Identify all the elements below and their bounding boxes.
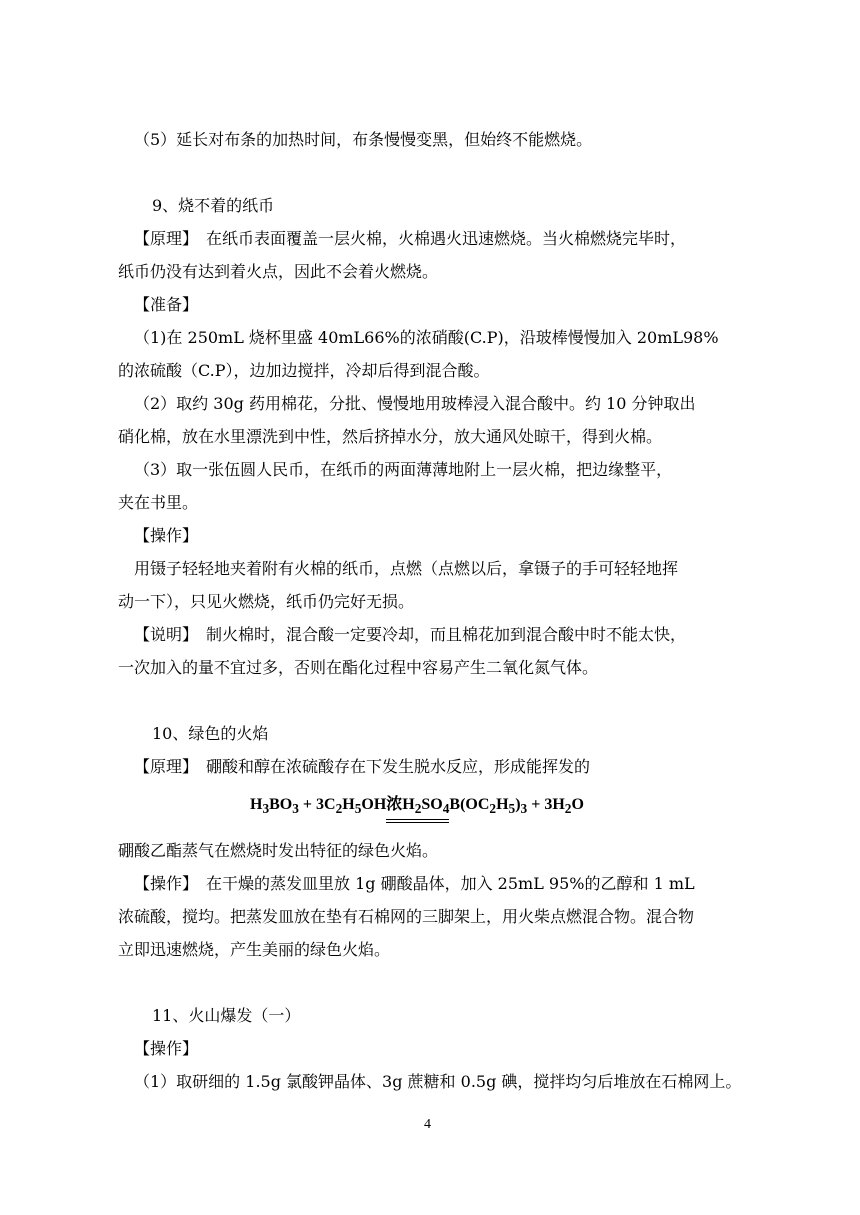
- paragraph-line: 动一下），只见火燃烧，纸币仍完好无损。: [118, 592, 415, 611]
- section-heading: 10、绿色的火焰: [152, 724, 269, 743]
- formula-text: H: [496, 796, 509, 813]
- paragraph-line: 浓硫酸，搅均。把蒸发皿放在垫有石棉网的三脚架上，用火柴点燃混合物。混合物: [118, 907, 695, 926]
- reaction-condition: [386, 791, 449, 817]
- section-heading: 11、火山爆发（一）: [152, 1006, 301, 1025]
- formula-subscript: 2: [564, 801, 572, 817]
- paragraph-line: 硼酸乙酯蒸气在燃烧时发出特征的绿色火焰。: [118, 841, 439, 860]
- formula-subscript: 2: [414, 801, 422, 817]
- formula-subscript: 2: [489, 801, 497, 817]
- formula-subscript: 5: [508, 801, 516, 817]
- formula-text: + 3H: [527, 796, 565, 813]
- page-number: 4: [424, 1117, 431, 1132]
- chemical-equation: [250, 791, 584, 817]
- formula-text: H: [342, 796, 355, 813]
- formula-text: + 3C: [298, 796, 336, 813]
- subheading: 【准备】: [134, 295, 199, 314]
- formula-text: OH: [361, 796, 387, 813]
- formula-subscript: 2: [335, 801, 343, 817]
- subheading: 【操作】: [134, 526, 199, 545]
- formula-text: H: [250, 796, 263, 813]
- paragraph-line: 【原理】 在纸币表面覆盖一层火棉，火棉遇火迅速燃烧。当火棉燃烧完毕时，: [134, 229, 687, 248]
- paragraph-line: 用镊子轻轻地夹着附有火棉的纸币，点燃（点燃以后，拿镊子的手可轻轻地挥: [134, 559, 679, 578]
- formula-subscript: 4: [442, 801, 450, 817]
- formula-text: O: [571, 796, 584, 813]
- formula-subscript: 3: [292, 801, 299, 817]
- formula-text: BO: [269, 796, 293, 813]
- formula-text: SO: [421, 796, 443, 813]
- paragraph-line: 的浓硫酸（C.P），边加边搅拌，冷却后得到混合酸。: [118, 361, 490, 380]
- paragraph-line: 夹在书里。: [118, 493, 199, 512]
- formula-text: ): [515, 796, 521, 813]
- paragraph-line: 硝化棉，放在水里漂洗到中性，然后挤掉水分，放大通风处晾干，得到火棉。: [118, 427, 663, 446]
- paragraph-line: （1）取研细的 1.5g 氯酸钾晶体、3g 蔗糖和 0.5g 碘，搅拌均匀后堆放在石棉网上。: [134, 1072, 742, 1091]
- formula-text: 浓H: [386, 796, 415, 813]
- paragraph-line: 纸币仍没有达到着火点，因此不会着火燃烧。: [118, 262, 439, 281]
- paragraph-line: 【原理】 硼酸和醇在浓硫酸存在下发生脱水反应，形成能挥发的: [134, 757, 591, 776]
- paragraph-line: 【说明】 制火棉时，混合酸一定要冷却，而且棉花加到混合酸中时不能太快，: [134, 625, 687, 644]
- paragraph-line: 一次加入的量不宜过多，否则在酯化过程中容易产生二氧化氮气体。: [118, 658, 599, 677]
- formula-text: B(OC: [449, 796, 490, 813]
- paragraph-line: 【操作】 在干燥的蒸发皿里放 1g 硼酸晶体，加入 25mL 95%的乙醇和 1 mL: [134, 874, 695, 893]
- formula-subscript: 5: [354, 801, 362, 817]
- paragraph-line: （3）取一张伍圆人民币，在纸币的两面薄薄地附上一层火棉，把边缘整平，: [134, 460, 673, 479]
- section-heading: 9、烧不着的纸币: [152, 196, 275, 215]
- paragraph-line: （1)在 250mL 烧杯里盛 40mL66%的浓硝酸(C.P)，沿玻棒慢慢加入 20mL98%: [134, 328, 719, 347]
- paragraph-line: （2）取约 30g 药用棉花，分批、慢慢地用玻棒浸入混合酸中。约 10 分钟取出: [134, 394, 696, 413]
- paragraph-line: （5）延长对布条的加热时间，布条慢慢变黑，但始终不能燃烧。: [134, 130, 593, 149]
- formula-subscript: 3: [262, 801, 270, 817]
- subheading: 【操作】: [134, 1039, 199, 1058]
- paragraph-line: 立即迅速燃烧，产生美丽的绿色火焰。: [118, 940, 391, 959]
- formula-subscript: 3: [520, 801, 528, 817]
